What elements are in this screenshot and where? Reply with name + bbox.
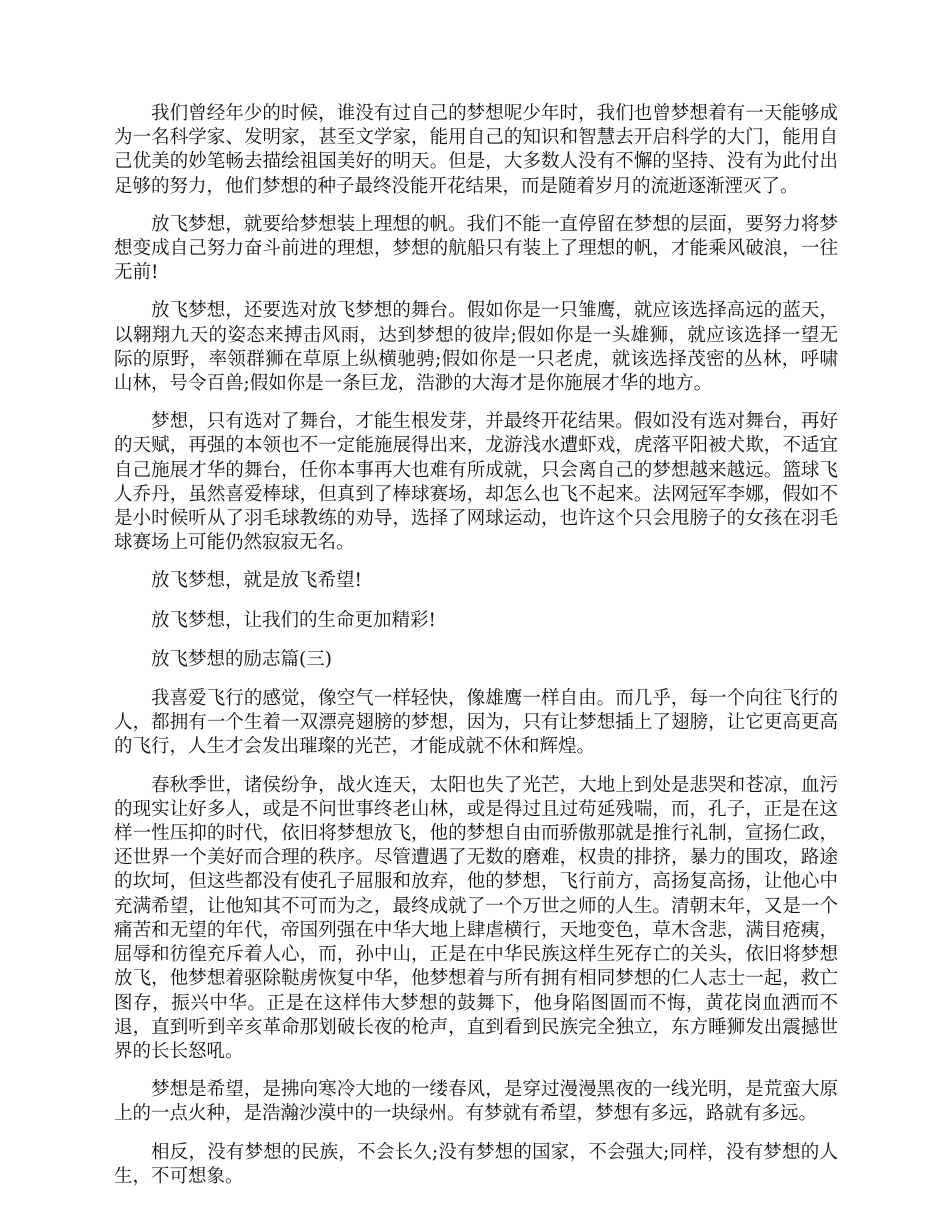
section-heading: 放飞梦想的励志篇(三) — [151, 648, 332, 670]
paragraph-2: 放飞梦想，就要给梦想装上理想的帆。我们不能一直停留在梦想的层面，要努力将梦想变成自己努力奋斗前进的理想，梦想的航船只有装上了理想的帆，才能乘风破浪，一往无前! — [114, 213, 838, 284]
paragraph-4: 梦想，只有选对了舞台，才能生根发芽，并最终开花结果。假如没有选对舞台，再好的天赋，再强的本领也不一定能施展得出来，龙游浅水遭虾戏，虎落平阳被犬欺，不适宜自己施展才华的舞台，任你本事再大也难有所成就，只会离自己的梦想越来越远。篮球飞人乔丹，虽然喜爱棒球，但真到了棒球赛场，却怎么也飞不起来。法网冠军李娜，假如不是小时候听从了羽毛球教练的劝导，选择了网球运动，也许这个只会甩膀子的女孩在羽毛球赛场上可能仍然寂寂无名。 — [114, 411, 838, 554]
paragraph-9: 梦想是希望，是拂向寒冷大地的一缕春风，是穿过漫漫黑夜的一线光明，是荒蛮大原上的一点火种，是浩瀚沙漠中的一块绿州。有梦就有希望，梦想有多远，路就有多远。 — [114, 1079, 838, 1125]
paragraph-7: 我喜爱飞行的感觉，像空气一样轻快，像雄鹰一样自由。而几乎，每一个向往飞行的人，都拥有一个生着一双漂亮翅膀的梦想，因为，只有让梦想插上了翅膀，让它更高更高的飞行，人生才会发出璀璨的光芒，才能成就不休和辉煌。 — [114, 688, 838, 758]
paragraph-1: 我们曾经年少的时候，谁没有过自己的梦想呢少年时，我们也曾梦想着有一天能够成为一名科学家、发明家，甚至文学家，能用自己的知识和智慧去开启科学的大门，能用自己优美的妙笔畅去描绘祖国美好的明天。但是，大多数人没有不懈的坚持、没有为此付出足够的努力，他们梦想的种子最终没能开花结果，而是随着岁月的流逝逐渐湮灭了。 — [114, 103, 838, 197]
paragraph-5: 放飞梦想，就是放飞希望! — [151, 570, 362, 592]
document-body — [114, 102, 838, 1203]
paragraph-10: 相反，没有梦想的民族，不会长久;没有梦想的国家，不会强大;同样，没有梦想的人生，不可想象。 — [114, 1141, 838, 1187]
paragraph-6: 放飞梦想，让我们的生命更加精彩! — [151, 609, 436, 631]
paragraph-3: 放飞梦想，还要选对放飞梦想的舞台。假如你是一只雏鹰，就应该选择高远的蓝天，以翱翔九天的姿态来搏击风雨，达到梦想的彼岸;假如你是一头雄狮，就应该选择一望无际的原野，率领群狮在草原上纵横驰骋;假如你是一只老虎，就该选择茂密的丛林，呼啸山林，号令百兽;假如你是一条巨龙，浩渺的大海才是你施展才华的地方。 — [114, 300, 838, 395]
paragraph-8: 春秋季世，诸侯纷争，战火连天，太阳也失了光芒，大地上到处是悲哭和苍凉，血污的现实让好多人，或是不问世事终老山林，或是得过且过苟延残喘，而，孔子，正是在这样一性压抑的时代，依旧将梦想放飞，他的梦想自由而骄傲那就是推行礼制，宣扬仁政，还世界一个美好而合理的秩序。尽管遭遇了无数的磨难，权贵的排挤，暴力的围攻，路途的坎坷，但这些都没有使孔子屈服和放弃，他的梦想，飞行前方，高扬复高扬，让他心中充满希望，让他知其不可而为之，最终成就了一个万世之师的人生。清朝末年，又是一个痛苦和无望的年代，帝国列强在中华大地上肆虐横行，天地变色，草木含悲，满目疮痍，屈辱和彷徨充斥着人心，而，孙中山，正是在中华民族这样生死存亡的关头，依旧将梦想放飞，他梦想着驱除鞑虏恢复中华，他梦想着与所有拥有相同梦想的仁人志士一起，救亡图存，振兴中华。正是在这样伟大梦想的鼓舞下，他身陷图圄而不悔，黄花岗血洒而不退，直到听到辛亥革命那划破长夜的枪声，直到看到民族完全独立，东方睡狮发出震撼世界的长长怒吼。 — [114, 774, 838, 1062]
